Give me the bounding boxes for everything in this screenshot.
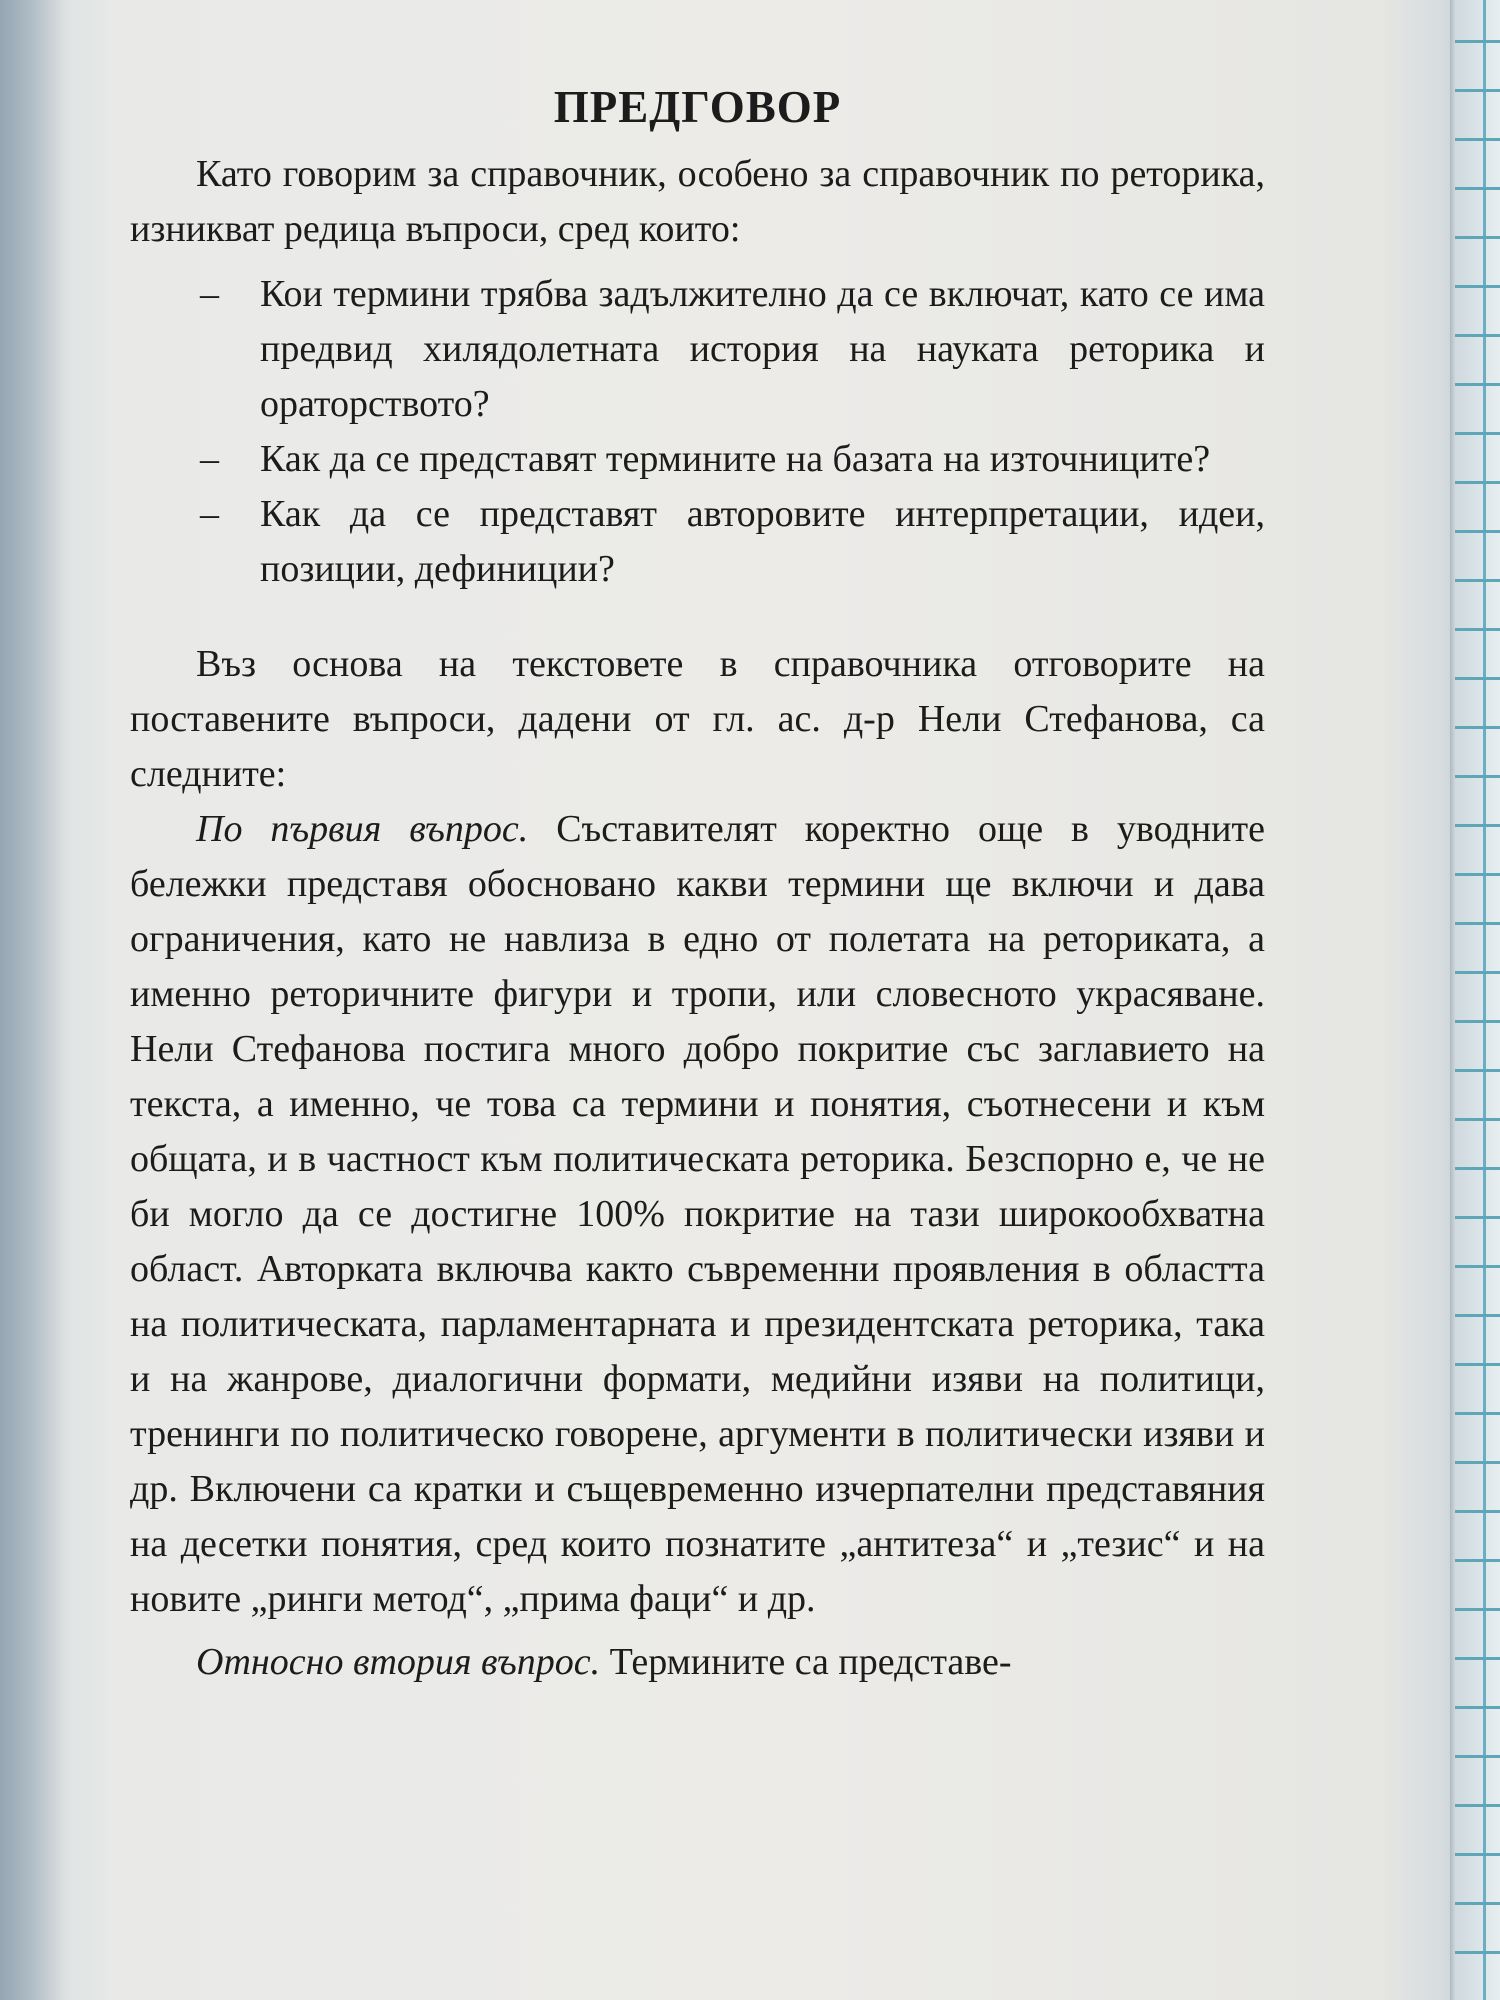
question-text: Кои термини трябва задължително да се включат, като се има предвид хилядолетната история на науката реторика и ораторството? — [260, 273, 1265, 425]
second-answer-text: Термините са представе- — [600, 1641, 1012, 1683]
dash-bullet: – — [200, 438, 219, 480]
question-list — [130, 267, 1265, 597]
grid-paper-background — [1455, 0, 1500, 2000]
list-item — [130, 487, 1265, 597]
first-answer-text: Съставителят коректно още в уводните бележки представя обосновано какви термини ще включи и дава ограничения, като не навлиза в едно от полетата на реториката, а именно реторичните фигури и тропи, или словесното украсяване. Нели Стефанова постига много добро покритие със заглавието на текста, а именно, че това са термини и понятия, съотнесени и към общата, и в частност към политическата реторика. Безспорно е, че не би могло да се достигне 100% покритие на тази широкообхватна област. Авторката включва както съвременни проявления в областта на политическата, парламентарната и президентската реторика, така и на жанрове, диалогични формати, медийни изяви на политици, тренинги по политическо говорене, аргументи в политически изяви и др. Включени са кратки и същевременно изчерпателни представяния на десетки понятия, сред които познатите „антитеза“ и „тезис“ и на новите „ринги метод“, „прима фаци“ и др. — [130, 808, 1265, 1620]
question-text: Как да се представят авторовите интерпретации, идеи, позиции, дефиниции? — [260, 493, 1265, 590]
dash-bullet: – — [200, 493, 219, 535]
dash-bullet: – — [200, 273, 219, 315]
page-title: ПРЕДГОВОР — [553, 82, 842, 132]
page-content — [130, 60, 1265, 1690]
answers-intro-paragraph: Въз основа на текстовете в справочника отговорите на поставените въпроси, дадени от гл. ас. д-р Нели Стефанова, са следните: — [130, 643, 1265, 795]
second-answer-paragraph — [130, 1635, 1265, 1690]
second-answer-label: Относно втория въпрос. — [196, 1641, 601, 1683]
question-text: Как да се представят термините на базата на източниците? — [260, 438, 1211, 480]
first-answer-label: По първия въпрос. — [196, 808, 529, 850]
book-gutter-shadow — [0, 0, 70, 2000]
spacer — [130, 597, 1265, 637]
intro-paragraph: Като говорим за справочник, особено за справочник по реторика, изникват редица въпроси, сред които: — [130, 153, 1265, 250]
list-item — [130, 267, 1265, 432]
list-item — [130, 432, 1265, 487]
first-answer-paragraph — [130, 802, 1265, 1627]
